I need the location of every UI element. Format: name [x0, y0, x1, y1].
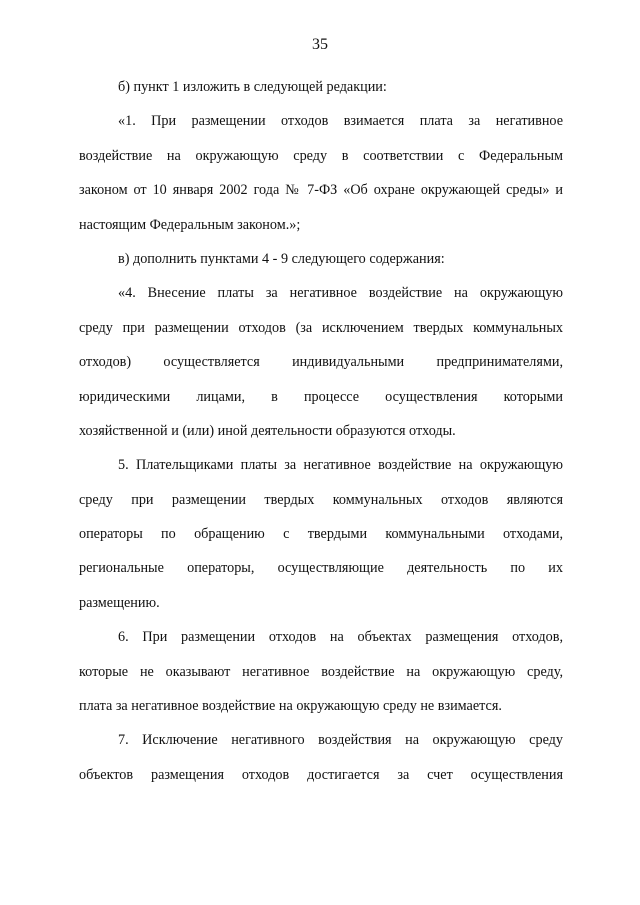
text-line: которые не оказывают негативное воздействие на окружающую среду,	[79, 663, 563, 680]
text-line: среду при размещении отходов (за исключением твердых коммунальных	[79, 319, 563, 336]
text-line: 7. Исключение негативного воздействия на окружающую среду	[118, 732, 563, 749]
paragraph-point-4	[79, 276, 563, 448]
text-line: б) пункт 1 изложить в следующей редакции:	[118, 79, 387, 95]
text-line: настоящим Федеральным законом.»;	[79, 216, 301, 233]
text-line: законом от 10 января 2002 года № 7-ФЗ «Об охране окружающей среды» и	[79, 182, 563, 199]
text-line: воздействие на окружающую среду в соответствии с Федеральным	[79, 147, 563, 164]
text-line: среду при размещении твердых коммунальных отходов являются	[79, 491, 563, 508]
text-line: «1. При размещении отходов взимается плата за негативное	[118, 113, 563, 130]
text-line: плата за негативное воздействие на окружающую среду не взимается.	[79, 698, 502, 715]
paragraph-point-6	[79, 620, 563, 723]
text-line: в) дополнить пунктами 4 - 9 следующего содержания:	[118, 250, 445, 267]
paragraph-item-v	[79, 242, 563, 276]
text-line: юридическими лицами, в процессе осуществления которыми	[79, 388, 563, 405]
paragraph-item-b	[79, 70, 563, 104]
text-line: отходов) осуществляется индивидуальными предпринимателями,	[79, 354, 563, 371]
text-line: объектов размещения отходов достигается за счет осуществления	[79, 766, 563, 783]
text-line: хозяйственной и (или) иной деятельности образуются отходы.	[79, 422, 456, 439]
document-body	[79, 70, 563, 792]
text-line: 5. Плательщиками платы за негативное воздействие на окружающую	[118, 457, 563, 474]
paragraph-point-1	[79, 104, 563, 242]
text-line: региональные операторы, осуществляющие деятельность по их	[79, 560, 563, 577]
text-line: операторы по обращению с твердыми коммунальными отходами,	[79, 526, 563, 543]
text-line: размещению.	[79, 594, 160, 611]
paragraph-point-5	[79, 448, 563, 620]
page-number: 35	[312, 36, 328, 53]
text-line: 6. При размещении отходов на объектах размещения отходов,	[118, 629, 563, 646]
paragraph-point-7	[79, 723, 563, 792]
text-line: «4. Внесение платы за негативное воздействие на окружающую	[118, 285, 563, 302]
